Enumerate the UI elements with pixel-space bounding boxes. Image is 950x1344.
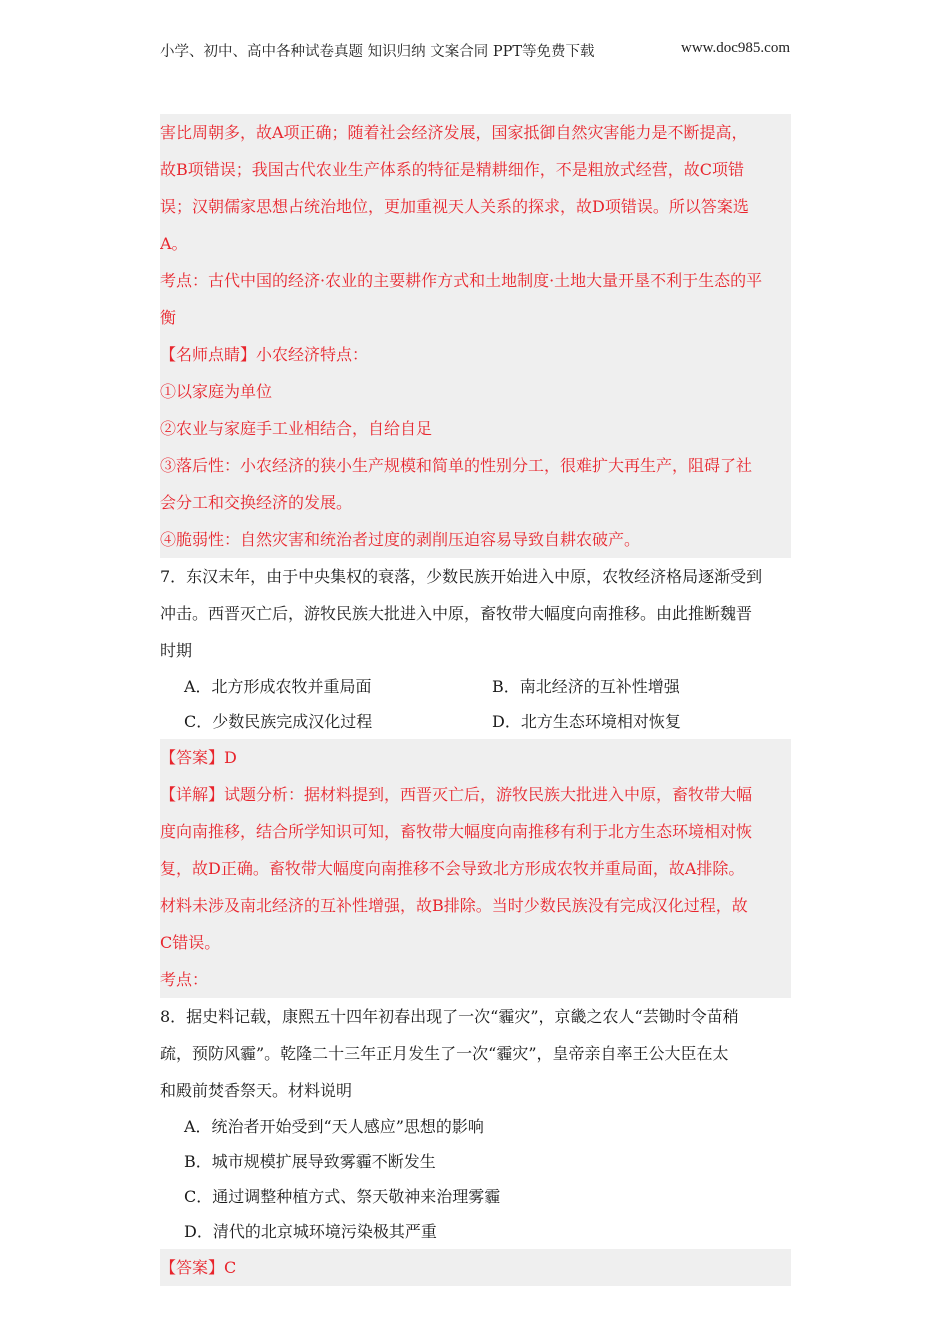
prev-explanation-block [160, 114, 791, 558]
option-c: C．通过调整种植方式、祭天敬神来治理雾霾 [184, 1187, 501, 1206]
option-c: C．少数民族完成汉化过程 [184, 712, 373, 731]
detail-text: 试题分析：据材料提到，西晋灭亡后，游牧民族大批进入中原，畜牧带大幅 [224, 785, 753, 804]
kaodian-line: 考点：古代中国的经济·农业的主要耕作方式和土地制度·土地大量开垦不利于生态的平 [160, 271, 763, 290]
explanation-line: A。 [160, 234, 188, 253]
teacher-tip-heading [160, 336, 791, 373]
detail-line: 复，故D正确。畜牧带大幅度向南推移不会导致北方形成农牧并重局面，故A排除。 [160, 859, 745, 878]
tip-item: ②农业与家庭手工业相结合，自给自足 [160, 419, 433, 438]
detail-line: 度向南推移，结合所学知识可知，畜牧带大幅度向南推移有利于北方生态环境相对恢 [160, 822, 753, 841]
header-promo-text: 小学、初中、高中各种试卷真题 知识归纳 文案合同 PPT等免费下载 [160, 44, 595, 60]
answer-label: 【答案】 [160, 748, 225, 767]
question-7 [160, 558, 791, 739]
option-b: B．南北经济的互补性增强 [492, 677, 680, 696]
page-content [160, 114, 791, 1286]
tip-item: ③落后性：小农经济的狭小生产规模和简单的性别分工，很难扩大再生产，阻碍了社 [160, 456, 753, 475]
answer-label: 【答案】 [160, 1258, 225, 1277]
teacher-tip-intro: 小农经济特点： [256, 345, 369, 364]
explanation-line: 害比周朝多，故A项正确；随着社会经济发展，国家抵御自然灾害能力是不断提高， [160, 123, 748, 142]
answer-value: C [224, 1258, 237, 1277]
explanation-line: 故B项错误；我国古代农业生产体系的特征是精耕细作，不是粗放式经营，故C项错 [160, 160, 745, 179]
option-d: D．清代的北京城环境污染极其严重 [184, 1222, 437, 1241]
explanation-line: 误；汉朝儒家思想占统治地位，更加重视天人关系的探求，故D项错误。所以答案选 [160, 197, 749, 216]
answer-line [160, 739, 791, 776]
q7-answer-block [160, 739, 791, 998]
answer-value: D [224, 748, 237, 767]
tip-item: ④脆弱性：自然灾害和统治者过度的剥削压迫容易导致自耕农破产。 [160, 530, 641, 549]
tip-item: 会分工和交换经济的发展。 [160, 493, 353, 512]
option-b: B．城市规模扩展导致雾霾不断发生 [184, 1152, 436, 1171]
question-stem-line: 冲击。西晋灭亡后，游牧民族大批进入中原，畜牧带大幅度向南推移。由此推断魏晋 [160, 604, 753, 623]
question-8 [160, 998, 791, 1249]
header-website-url: www.doc985.com [680, 40, 790, 56]
option-d: D．北方生态环境相对恢复 [492, 712, 681, 731]
option-row [160, 704, 791, 739]
tip-item: ①以家庭为单位 [160, 382, 273, 401]
option-a: A．统治者开始受到“天人感应”思想的影响 [184, 1117, 484, 1136]
detail-line: C错误。 [160, 933, 221, 952]
teacher-tip-label: 【名师点睛】 [160, 345, 257, 364]
q8-answer-block [160, 1249, 791, 1286]
answer-line [160, 1249, 791, 1286]
question-stem-line: 疏，预防风霾”。乾隆二十三年正月发生了一次“霾灾”，皇帝亲自率王公大臣在太 [160, 1044, 729, 1063]
option-row [160, 669, 791, 704]
question-stem-line: 8．据史料记载，康熙五十四年初春出现了一次“霾灾”，京畿之农人“芸锄时令苗稍 [160, 1007, 739, 1026]
detail-line [160, 776, 791, 813]
option-a: A．北方形成农牧并重局面 [184, 677, 372, 696]
detail-line: 材料未涉及南北经济的互补性增强，故B排除。当时少数民族没有完成汉化过程，故 [160, 896, 748, 915]
kaodian-line: 衡 [160, 308, 177, 327]
kaodian-line: 考点： [160, 970, 209, 989]
question-stem-line: 时期 [160, 641, 193, 660]
detail-label: 【详解】 [160, 785, 225, 804]
question-stem-line: 和殿前焚香祭天。材料说明 [160, 1081, 353, 1100]
page-header [160, 40, 790, 62]
question-stem-line: 7．东汉末年，由于中央集权的衰落，少数民族开始进入中原，农牧经济格局逐渐受到 [160, 567, 763, 586]
